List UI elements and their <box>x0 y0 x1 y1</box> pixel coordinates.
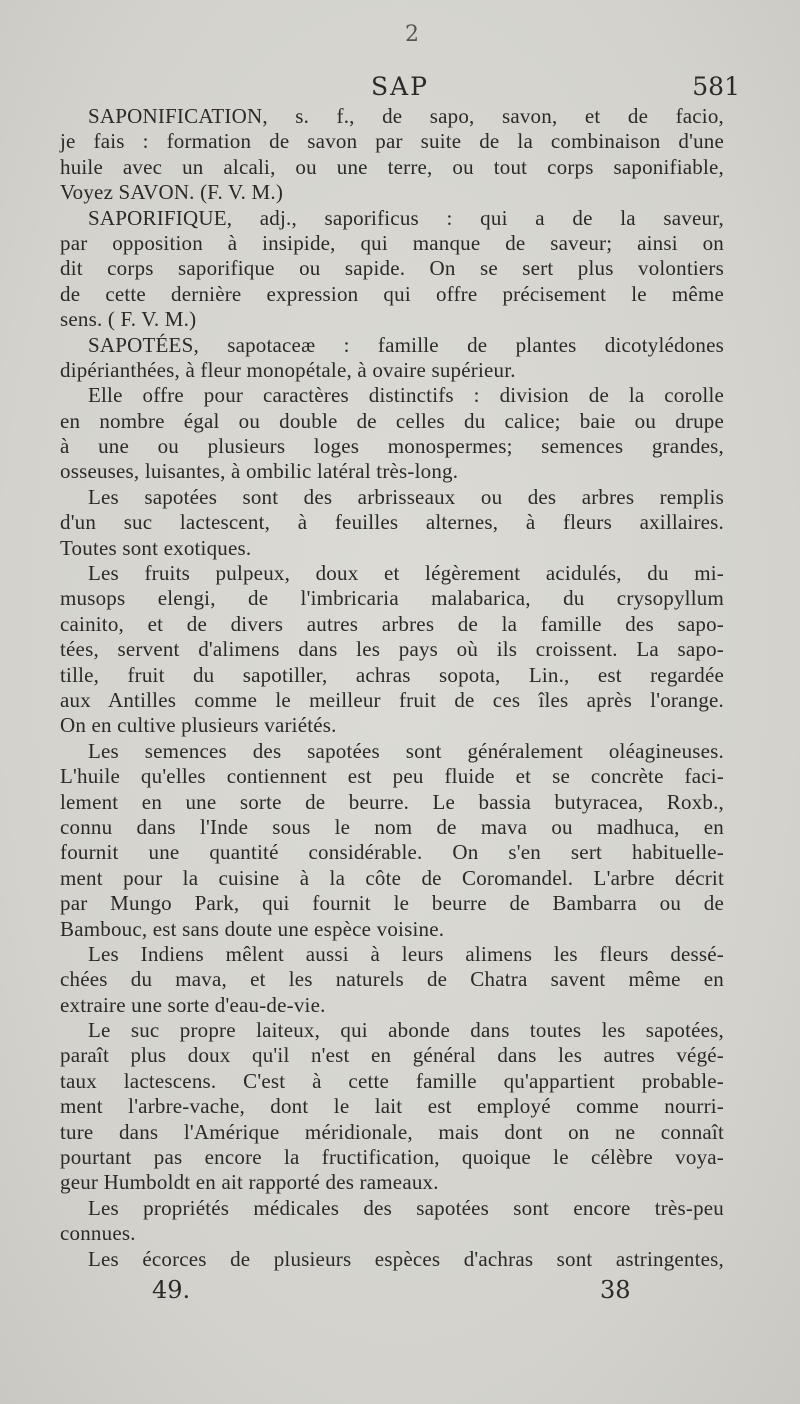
running-head: SAP <box>370 72 429 101</box>
text-line: sens. ( F. V. M.) <box>60 307 197 332</box>
body-text <box>60 104 724 1272</box>
text-line: Les semences des sapotées sont généralement oléagineuses. <box>88 738 724 763</box>
text-line: geur Humboldt en ait rapporté des rameaux. <box>60 1170 439 1195</box>
text-line: ture dans l'Amérique méridionale, mais dont on ne connaît <box>60 1119 724 1144</box>
text-line: Les Indiens mêlent aussi à leurs alimens les fleurs dessé- <box>88 941 724 966</box>
text-line: connues. <box>60 1221 136 1246</box>
top-mark: 2 <box>405 22 419 47</box>
text-line: par Mungo Park, qui fournit le beurre de Bambarra ou de <box>60 891 724 916</box>
text-line: d'un suc lactescent, à feuilles alternes, à fleurs axillaires. <box>60 510 724 535</box>
text-line: dit corps saporifique ou sapide. On se sert plus volontiers <box>60 256 724 281</box>
text-line: Les sapotées sont des arbrisseaux ou des arbres remplis <box>88 484 724 509</box>
text-line: extraire une sorte d'eau-de-vie. <box>60 992 326 1017</box>
text-line: SAPONIFICATION, s. f., de sapo, savon, et de facio, <box>88 104 724 128</box>
text-line: ment l'arbre-vache, dont le lait est employé comme nourri- <box>60 1094 724 1119</box>
text-line: à une ou plusieurs loges monospermes; semences grandes, <box>60 434 724 459</box>
text-line: ment pour la cuisine à la côte de Coromandel. L'arbre décrit <box>60 865 724 890</box>
text-line: cainito, et de divers autres arbres de la famille des sapo- <box>60 611 724 636</box>
page-footer <box>60 1276 740 1308</box>
page-header <box>60 72 740 104</box>
text-line: Les propriétés médicales des sapotées sont encore très-peu <box>88 1195 724 1220</box>
text-line: pourtant pas encore la fructification, quoique le célèbre voya- <box>60 1145 724 1170</box>
text-line: chées du mava, et les naturels de Chatra savent même en <box>60 967 724 992</box>
text-line: tées, servent d'alimens dans les pays où ils croissent. La sapo- <box>60 637 724 662</box>
text-line: en nombre égal ou double de celles du calice; baie ou drupe <box>60 408 724 433</box>
text-line: taux lactescens. C'est à cette famille qu'appartient probable- <box>60 1068 724 1093</box>
text-line: connu dans l'Inde sous le nom de mava ou madhuca, en <box>60 814 724 839</box>
text-line: dipérianthées, à fleur monopétale, à ovaire supérieur. <box>60 357 516 382</box>
text-line: aux Antilles comme le meilleur fruit de ces îles après l'orange. <box>60 687 724 712</box>
text-line: musops elengi, de l'imbricaria malabarica, du crysopyllum <box>60 586 724 611</box>
text-line: Toutes sont exotiques. <box>60 535 252 560</box>
text-line: fournit une quantité considérable. On s'en sert habituelle- <box>60 840 724 865</box>
text-line: je fais : formation de savon par suite de la combinaison d'une <box>60 129 724 154</box>
text-line: de cette dernière expression qui offre précisement le même <box>60 281 724 306</box>
text-line: Le suc propre laiteux, qui abonde dans toutes les sapotées, <box>88 1018 724 1043</box>
signature-mark-right: 38 <box>600 1276 631 1304</box>
text-line: par opposition à insipide, qui manque de saveur; ainsi on <box>60 230 724 255</box>
text-line: L'huile qu'elles contiennent est peu fluide et se concrète faci- <box>60 764 724 789</box>
text-line: Les fruits pulpeux, doux et légèrement acidulés, du mi- <box>88 561 724 586</box>
signature-mark-left: 49. <box>152 1276 191 1304</box>
text-line: SAPOTÉES, sapotaceæ : famille de plantes dicotylédones <box>88 332 724 357</box>
text-line: lement en une sorte de beurre. Le bassia butyracea, Roxb., <box>60 789 724 814</box>
text-line: Bambouc, est sans doute une espèce voisine. <box>60 916 445 941</box>
text-line: tille, fruit du sapotiller, achras sopota, Lin., est regardée <box>60 662 724 687</box>
text-line: huile avec un alcali, ou une terre, ou tout corps saponifiable, <box>60 154 724 179</box>
text-line: SAPORIFIQUE, adj., saporificus : qui a de la saveur, <box>88 205 724 230</box>
text-line: paraît plus doux qu'il n'est en général dans les autres végé- <box>60 1043 724 1068</box>
text-line: osseuses, luisantes, à ombilic latéral très-long. <box>60 459 459 484</box>
text-line: Elle offre pour caractères distinctifs : division de la corolle <box>88 383 724 408</box>
text-line: Les écorces de plusieurs espèces d'achras sont astringentes, <box>88 1246 724 1271</box>
page-number: 581 <box>692 72 740 101</box>
text-line: Voyez SAVON. (F. V. M.) <box>60 180 284 205</box>
text-line: On en cultive plusieurs variétés. <box>60 713 337 738</box>
